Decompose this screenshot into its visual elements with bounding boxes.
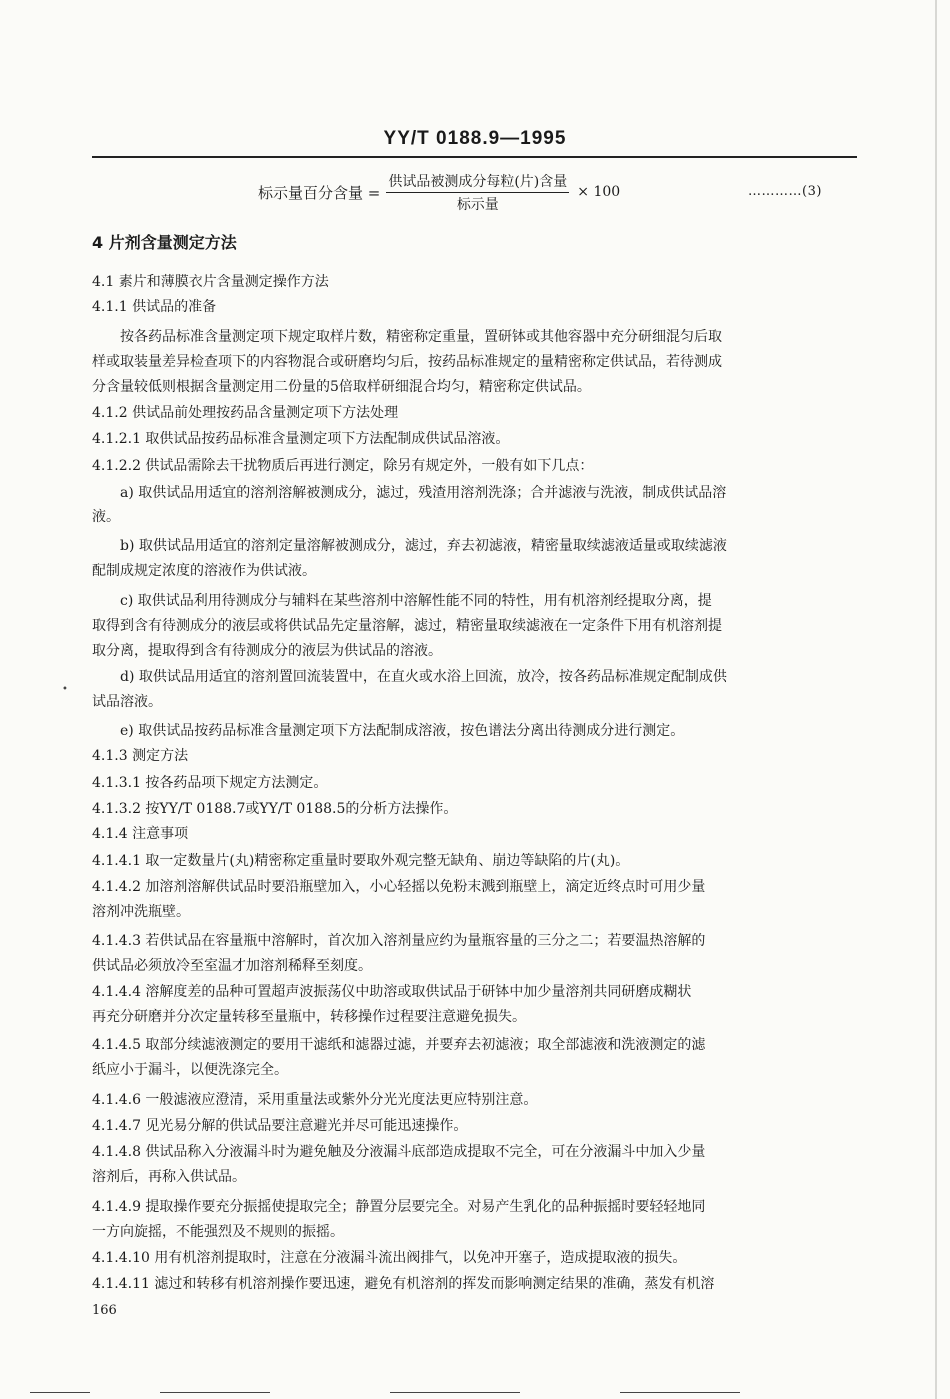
formula-times-100: × 100 xyxy=(577,184,621,200)
formula-numerator: 供试品被测成分每粒(片)含量 xyxy=(386,171,569,193)
body-line: 4.1.2.1 取供试品按药品标准含量测定项下方法配制成供试品溶液。 xyxy=(92,431,510,447)
body-line: 纸应小于漏斗，以便洗涤完全。 xyxy=(92,1062,288,1078)
section-4-title: 4 片剂含量测定方法 xyxy=(92,233,237,252)
body-line: 4.1.4.9 提取操作要充分振摇使提取完全；静置分层要完全。对易产生乳化的品种振摇时要轻轻地同 xyxy=(92,1199,706,1215)
body-line: 4.1.3.2 按YY/T 0188.7或YY/T 0188.5的分析方法操作。 xyxy=(92,801,458,817)
body-line: 样或取装量差异检查项下的内容物混合或研磨均匀后，按药品标准规定的量精密称定供试品，若待测成 xyxy=(92,354,722,370)
body-line: 液。 xyxy=(92,509,120,525)
body-line: 4.1.2 供试品前处理按药品含量测定项下方法处理 xyxy=(92,405,399,421)
body-line: 4.1.4.7 见光易分解的供试品要注意避光并尽可能迅速操作。 xyxy=(92,1118,468,1134)
body-line: 4.1.4.6 一般滤液应澄清，采用重量法或紫外分光光度法更应特别注意。 xyxy=(92,1092,538,1108)
body-line: a) 取供试品用适宜的溶剂溶解被测成分，滤过，残渣用溶剂洗涤；合并滤液与洗液，制成供试品溶 xyxy=(120,485,727,501)
body-line: 4.1.4 注意事项 xyxy=(92,826,189,842)
body-line: 溶剂后，再称入供试品。 xyxy=(92,1169,246,1185)
body-line: 一方向旋摇，不能强烈及不规则的振摇。 xyxy=(92,1224,344,1240)
formula-denominator: 标示量 xyxy=(456,196,499,213)
body-line: 试品溶液。 xyxy=(92,694,162,710)
equation-number: …………(3) xyxy=(748,184,822,199)
body-line: 4.1.4.2 加溶剂溶解供试品时要沿瓶壁加入，小心轻摇以免粉末溅到瓶壁上，滴定近终点时可用少量 xyxy=(92,879,706,895)
body-line: 4.1.4.11 滤过和转移有机溶剂操作要迅速，避免有机溶剂的挥发而影响测定结果的准确，蒸发有机溶 xyxy=(92,1276,715,1292)
body-line: 4.1.1 供试品的准备 xyxy=(92,299,217,315)
body-line: 4.1.3.1 按各药品项下规定方法测定。 xyxy=(92,775,328,791)
body-line: 4.1.4.1 取一定数量片(丸)精密称定重量时要取外观完整无缺角、崩边等缺陷的片(丸)。 xyxy=(92,853,630,869)
body-line: 按各药品标准含量测定项下规定取样片数，精密称定重量，置研钵或其他容器中充分研细混匀后取 xyxy=(120,329,722,345)
body-line: 溶剂冲洗瓶壁。 xyxy=(92,904,190,920)
body-line: 分含量较低则根据含量测定用二份量的5倍取样研细混合均匀，精密称定供试品。 xyxy=(92,379,591,395)
formula-lhs: 标示量百分含量 = xyxy=(258,183,381,202)
body-line: 4.1.3 测定方法 xyxy=(92,748,189,764)
body-line: 供试品必须放冷至室温才加溶剂稀释至刻度。 xyxy=(92,958,372,974)
bottom-dash-1 xyxy=(30,1392,90,1393)
body-line: 4.1.4.8 供试品称入分液漏斗时为避免触及分液漏斗底部造成提取不完全，可在分液漏斗中加入少量 xyxy=(92,1144,706,1160)
formula-fraction xyxy=(386,171,569,214)
body-line: 4.1.4.3 若供试品在容量瓶中溶解时，首次加入溶剂量应约为量瓶容量的三分之二；若要温热溶解的 xyxy=(92,933,706,949)
body-line: c) 取供试品利用待测成分与辅料在某些溶剂中溶解性能不同的特性，用有机溶剂经提取分离，提 xyxy=(120,593,712,609)
bottom-dash-4 xyxy=(620,1392,740,1393)
body-line: b) 取供试品用适宜的溶剂定量溶解被测成分，滤过，弃去初滤液，精密量取续滤液适量或取续滤液 xyxy=(120,538,727,554)
body-line: 4.1.4.5 取部分续滤液测定的要用干滤纸和滤器过滤，并要弃去初滤液；取全部滤液和洗液测定的滤 xyxy=(92,1037,706,1053)
body-line: 4.1 素片和薄膜衣片含量测定操作方法 xyxy=(92,274,329,290)
body-line: 4.1.4.10 用有机溶剂提取时，注意在分液漏斗流出阀排气，以免冲开塞子，造成提取液的损失。 xyxy=(92,1250,687,1266)
body-line: 4.1.2.2 供试品需除去干扰物质后再进行测定，除另有规定外，一般有如下几点： xyxy=(92,458,594,474)
body-line: 取得到含有待测成分的液层或将供试品先定量溶解，滤过，精密量取续滤液在一定条件下用有机溶剂提 xyxy=(92,618,722,634)
standard-code-header: YY/T 0188.9—1995 xyxy=(383,128,567,149)
body-line: 取分离，提取得到含有待测成分的液层为供试品的溶液。 xyxy=(92,643,442,659)
scan-speck: • xyxy=(62,684,68,695)
scan-edge xyxy=(935,0,937,1399)
body-line: 配制成规定浓度的溶液作为供试液。 xyxy=(92,563,316,579)
body-line: d) 取供试品用适宜的溶剂置回流装置中，在直火或水浴上回流，放冷，按各药品标准规定配制成供 xyxy=(120,669,727,685)
body-line: e) 取供试品按药品标准含量测定项下方法配制成溶液，按色谱法分离出待测成分进行测定。 xyxy=(120,723,685,739)
bottom-dash-2 xyxy=(160,1392,270,1393)
body-line: 4.1.4.4 溶解度差的品种可置超声波振荡仪中助溶或取供试品于研钵中加少量溶剂共同研磨成糊状 xyxy=(92,984,692,1000)
bottom-dash-3 xyxy=(390,1392,520,1393)
body-line: 再充分研磨并分次定量转移至量瓶中，转移操作过程要注意避免损失。 xyxy=(92,1009,526,1025)
header-rule xyxy=(92,156,857,158)
formula-3 xyxy=(258,172,620,212)
page-number: 166 xyxy=(92,1303,117,1318)
